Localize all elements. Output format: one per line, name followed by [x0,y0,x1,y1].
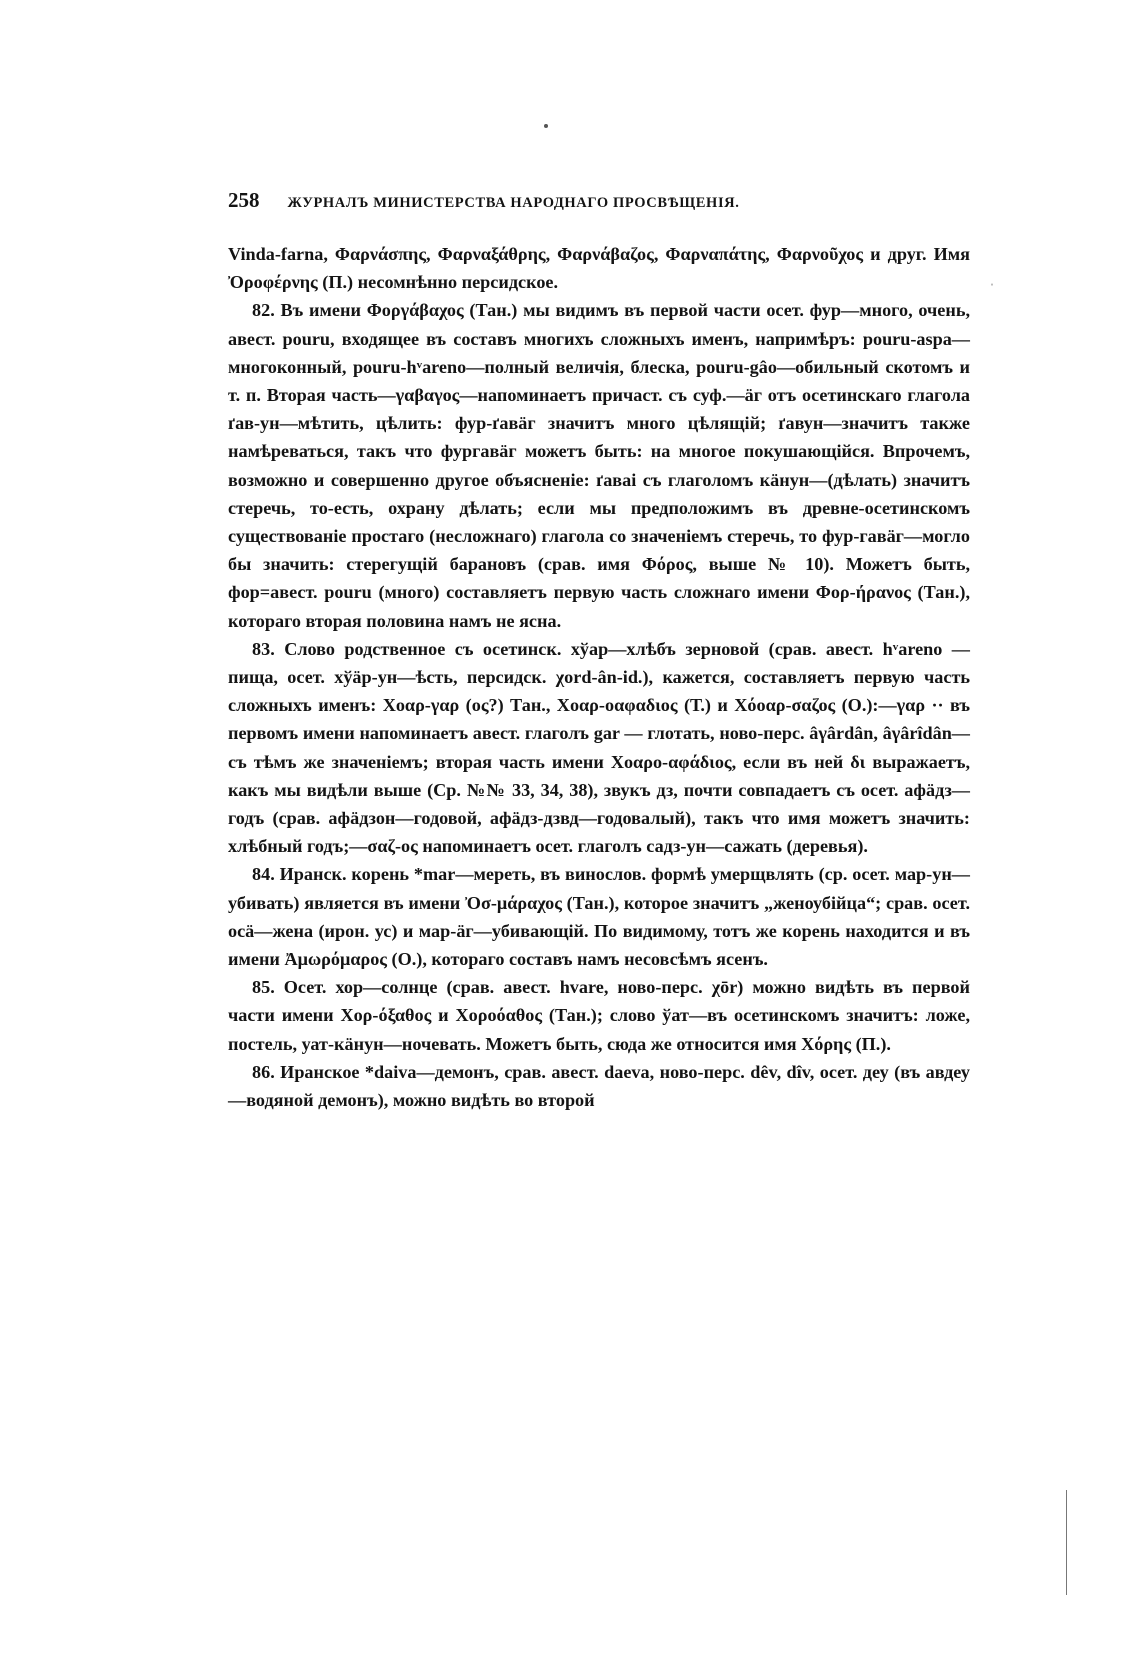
running-title: ЖУРНАЛЪ МИНИСТЕРСТВА НАРОДНАГО ПРОСВѢЩЕНІЯ. [287,195,740,211]
body-text [228,240,970,1114]
paragraph-82: 82. Въ имени Φοργάβαχος (Тан.) мы видимъ въ первой части осет. фур—много, очень, авест. pouru, входящее въ составъ многихъ сложныхъ именъ, напримѣръ: pouru-aspa—многоконный, pouru-hᵛareno—полный величія, блеска, pouru-gâo—обильный скотомъ и т. п. Вторая часть—γαβαγος—напоминаетъ причаст. съ суф.—äг отъ осетинскаго глагола ґав-ун—мѣтить, цѣлить: фур-ґавäг значитъ много цѣлящій; ґавун—значитъ также намѣреваться, такъ что фургавäг можетъ быть: на многое покушающійся. Впрочемъ, возможно и совершенно другое объясненіе: ґаваі съ глаголомъ кäнун—(дѣлать) значитъ стеречь, то-есть, охрану дѣлать; если мы предположимъ въ древне-осетинскомъ существованіе простаго (несложнаго) глагола со значеніемъ стеречь, то фур-гавäг—могло бы значить: стерегущій барановъ (срав. имя Φόρος, выше № 10). Можетъ быть, фор=авест. pouru (много) составляетъ первую часть сложнаго имени Φορ-ήρανος (Тан.), котораго вторая половина намъ не ясна. [228,300,970,631]
page-header [228,188,948,213]
print-speck [544,124,548,128]
page-edge-line [1066,1490,1067,1595]
paragraph-continuation: Vinda-farna, Φαρνάσπης, Φαρναξάθρης, Φαρνάβαζος, Φαρναπάτης, Φαρνοῦχος и друг. Имя Ὀροφέρνης (П.) несомнѣнно персидское. [228,244,970,293]
page-number: 258 [228,188,260,212]
paragraph-85: 85. Осет. хор—солнце (срав. авест. hvare, ново-перс. χōr) можно видѣть въ первой части имени Χορ-όξαθος и Χοροόαθος (Тан.); слово ўат—въ осетинскомъ значитъ: ложе, постель, уат-кäнун—ночевать. Можетъ быть, сюда же относится имя Χόρης (П.). [228,977,970,1054]
margin-mark: ˌ [990,272,994,286]
paragraph-84: 84. Иранск. корень *mar—мереть, въ винослов. формѣ умерщвлять (ср. осет. мар-ун—убивать) является въ имени Ὀσ-μάραχος (Тан.), которое значитъ „женоубійца“; срав. осет. осä—жена (ирон. ус) и мар-äг—убивающій. По видимому, тотъ же корень находится и въ имени Ἀμωρόμαρος (О.), котораго составъ намъ несовсѣмъ ясенъ. [228,864,970,970]
paragraph-83: 83. Слово родственное съ осетинск. хўар—хлѣбъ зерновой (срав. авест. hᵛareno — пища, осет. хўäр-ун—ѣсть, персидск. χord-ân-id.), кажется, составляетъ первую часть сложныхъ именъ: Χοαρ-γαρ (ος?) Тан., Χοαρ-οαφαδιος (Т.) и Χόοαρ-σαζος (О.):—γαρ ·· въ первомъ имени напоминаетъ авест. глаголъ gar — глотать, ново-перс. âγârdân, âγârîdân—съ тѣмъ же значеніемъ; вторая часть имени Χοαρο-αφάδιος, если въ ней δι выражаетъ, какъ мы видѣли выше (Ср. №№ 33, 34, 38), звукъ дз, почти совпадаетъ съ осет. афäдз—годъ (срав. афäдзон—годовой, афäдз-дзвд—годовалый), такъ что имя можетъ значить: хлѣбный годъ;—σαζ-ος напоминаетъ осет. глаголъ садз-ун—сажать (деревья). [228,638,970,857]
paragraph-86: 86. Иранское *daiva—демонъ, срав. авест. daeva, ново-перс. dêv, dîv, осет. деу (въ авдеу—водяной демонъ), можно видѣть во второй [228,1061,970,1111]
